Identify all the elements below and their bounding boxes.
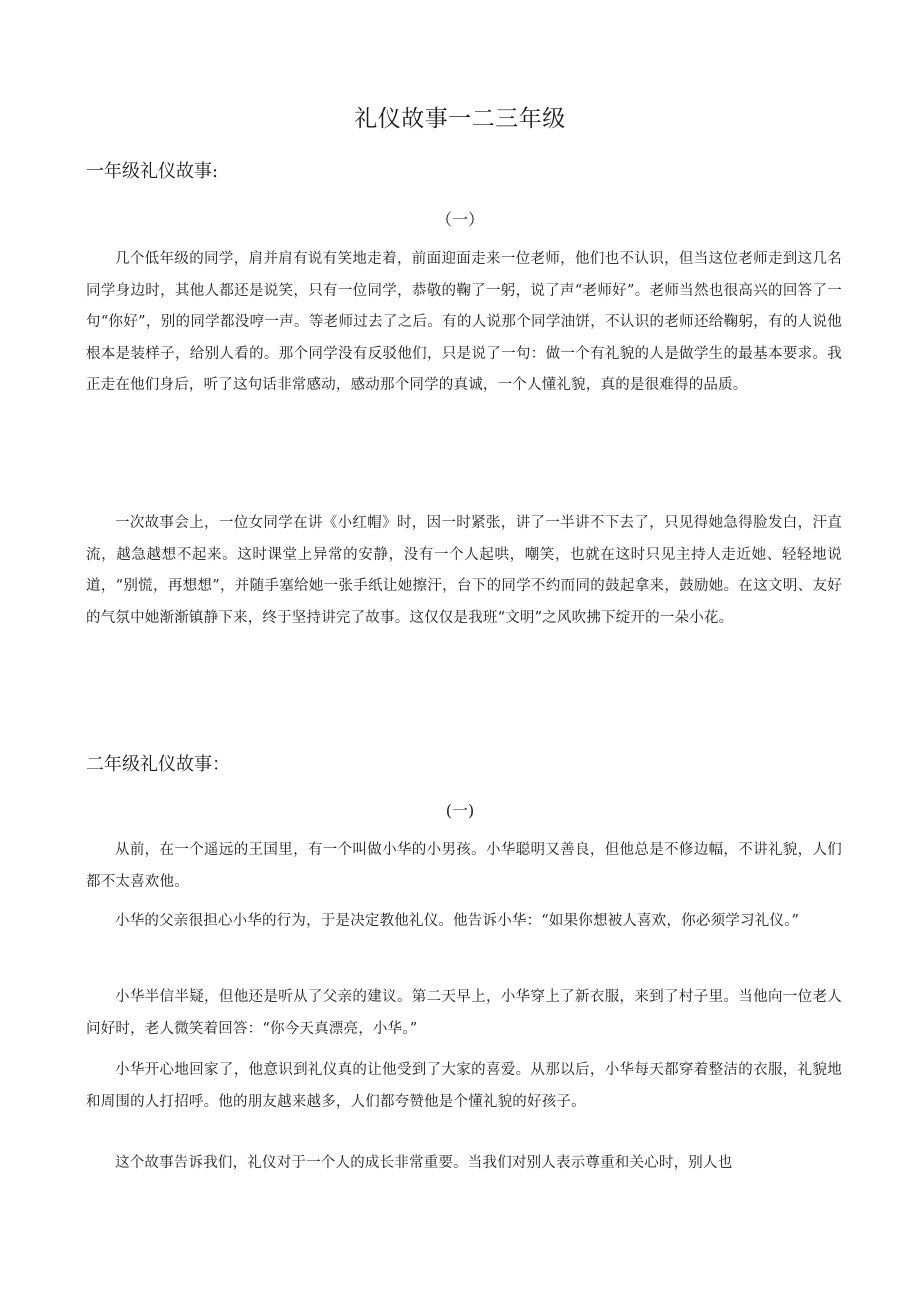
story-paragraph: 小华半信半疑，但他还是听从了父亲的建议。第二天早上，小华穿上了新衣服，来到了村子里。当他向一位老人问好时，老人微笑着回答：“你今天真漂亮，小华。”	[86, 989, 842, 1037]
story-paragraph: 小华开心地回家了，他意识到礼仪真的让他受到了大家的喜爱。从那以后，小华每天都穿着整洁的衣服，礼貌地和周围的人打招呼。他的朋友越来越多，人们都夸赞他是个懂礼貌的好孩子。	[86, 1062, 842, 1110]
story-paragraph: 从前，在一个遥远的王国里，有一个叫做小华的小男孩。小华聪明又善良，但他总是不修边幅，不讲礼貌，人们都不太喜欢他。	[86, 842, 842, 890]
section-heading-grade-2: 二年级礼仪故事：	[86, 754, 230, 775]
story-paragraph: 几个低年级的同学，肩并肩有说有笑地走着，前面迎面走来一位老师，他们也不认识，但当这位老师走到这几名同学身边时，其他人都还是说笑，只有一位同学，恭敬的鞠了一躬，说了声“老师好”。老师当然也很高兴的回答了一句“你好”，别的同学都没哼一声。等老师过去了之后。有的人说那个同学油饼，不认识的老师还给鞠躬，有的人说他根本是装样子，给别人看的。那个同学没有反驳他们，只是说了一句：做一个有礼貌的人是做学生的最基本要求。我正走在他们身后，听了这句话非常感动，感动那个同学的真诚，一个人懂礼貌，真的是很难得的品质。	[86, 251, 842, 393]
story-paragraph: 这个故事告诉我们，礼仪对于一个人的成长非常重要。当我们对别人表示尊重和关心时，别人也	[115, 1155, 733, 1171]
story-number: (一)	[445, 801, 475, 820]
story-number: （一）	[435, 210, 484, 229]
section-heading-grade-1: 一年级礼仪故事:	[86, 161, 219, 182]
document-title: 礼仪故事一二三年级	[354, 106, 566, 132]
story-paragraph: 一次故事会上，一位女同学在讲《小红帽》时，因一时紧张，讲了一半讲不下去了，只见得她急得脸发白，汗直流，越急越想不起来。这时课堂上异常的安静，没有一个人起哄，嘲笑，也就在这时只见主持人走近她、轻轻地说道，“别慌，再想想”，并随手塞给她一张手纸让她擦汗，台下的同学不约而同的鼓起拿来，鼓励她。在这文明、友好的气氛中她渐渐镇静下来，终于坚持讲完了故事。这仅仅是我班“文明”之风吹拂下绽开的一朵小花。	[86, 515, 842, 626]
story-paragraph: 小华的父亲很担心小华的行为，于是决定教他礼仪。他告诉小华：“如果你想被人喜欢，你必须学习礼仪。”	[115, 913, 800, 929]
